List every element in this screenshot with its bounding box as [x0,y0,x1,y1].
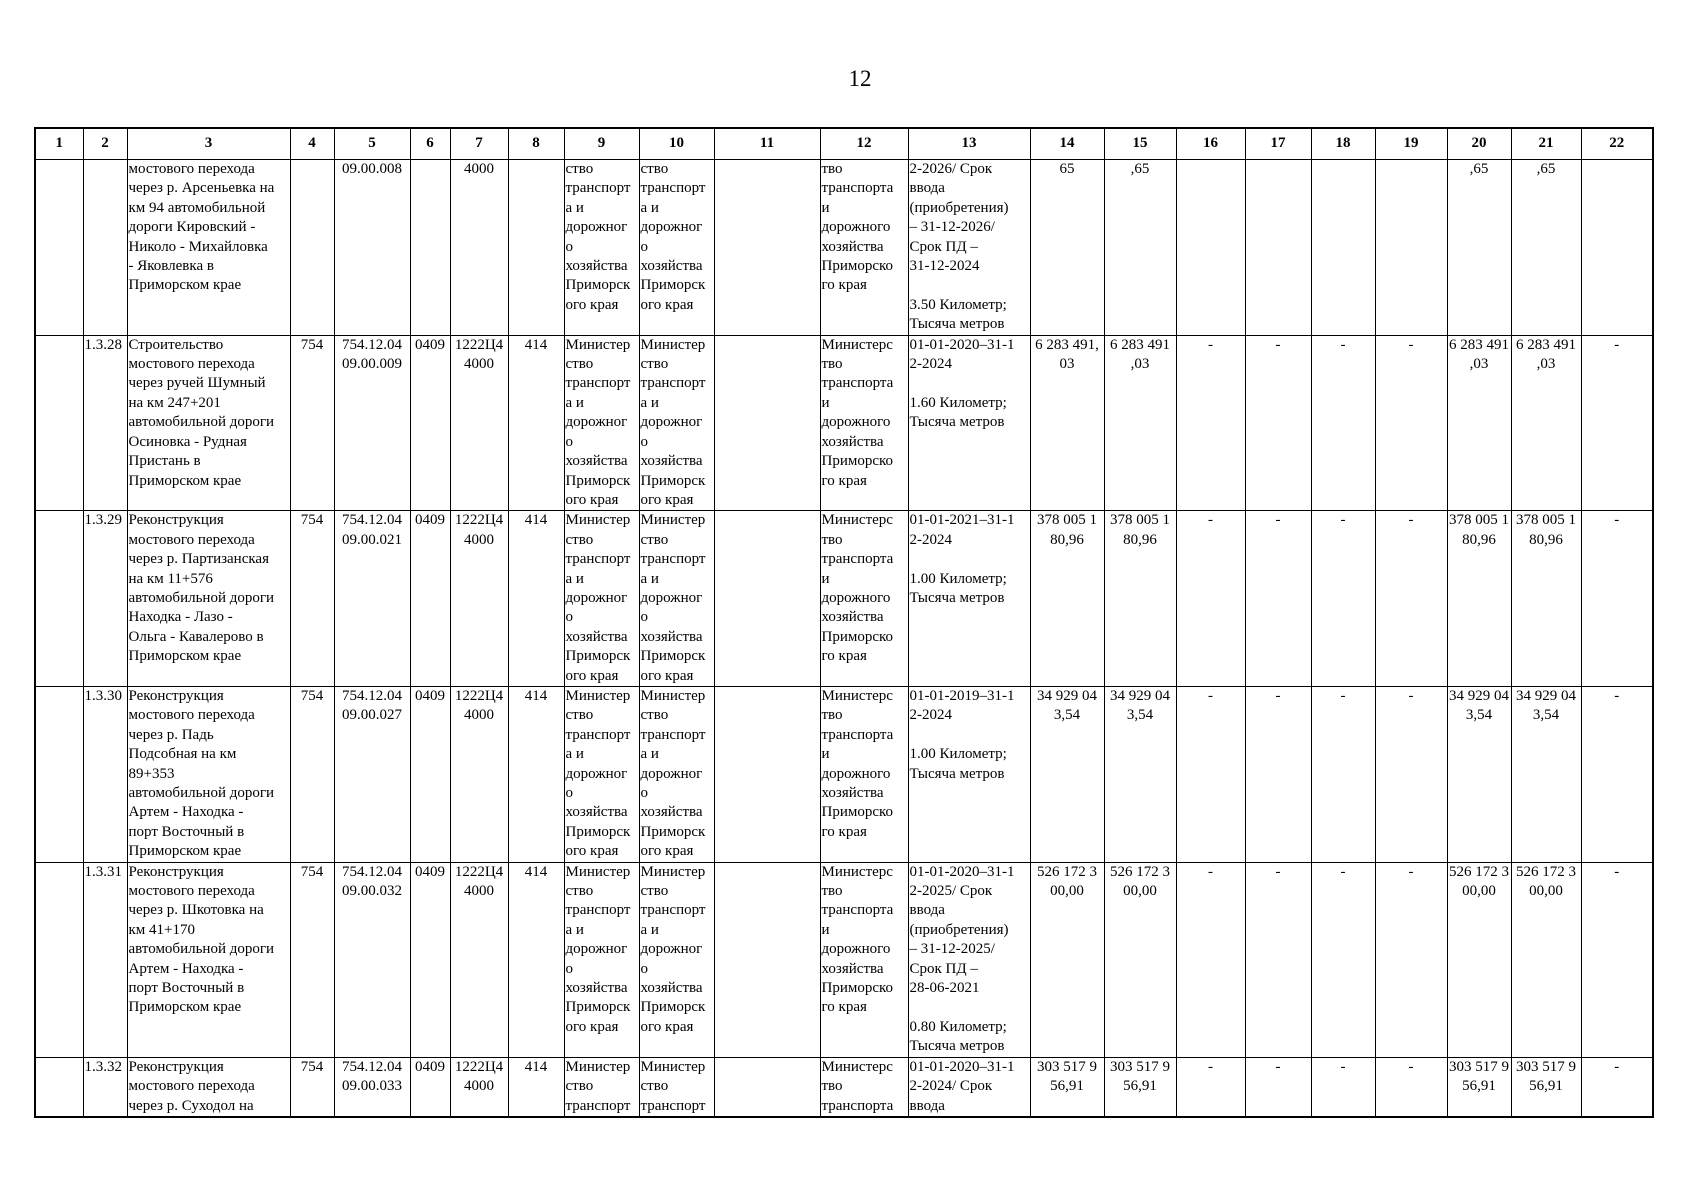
amount-cell: - [1375,686,1447,862]
amount-cell: 6 283 491 ,03 [1104,335,1176,511]
table-cell [714,160,820,336]
col-header: 20 [1447,128,1511,160]
amount-cell: 303 517 9 56,91 [1030,1057,1104,1117]
col-header: 2 [83,128,127,160]
amount-cell: 526 172 3 00,00 [1511,862,1581,1057]
customer-cell: Министер ство транспорт а и дорожног о хозяйства Приморск ого края [564,335,639,511]
row-number: 1.3.28 [83,335,127,511]
code-cell [290,160,334,336]
col-header: 18 [1311,128,1375,160]
amount-cell: - [1581,335,1653,511]
row-number: 1.3.29 [83,511,127,687]
period-cell: 01-01-2020–31-1 2-2025/ Срок ввода (приобретения) – 31-12-2025/ Срок ПД – 28-06-2021 0.80 Километр; Тысяча метров [908,862,1030,1057]
table-cell [714,862,820,1057]
amount-cell: 6 283 491, 03 [1030,335,1104,511]
code-cell: 754.12.04 09.00.027 [334,686,410,862]
table-cell [714,511,820,687]
table-cell [35,160,83,336]
developer-cell: Министер ство транспорт а и дорожног о хозяйства Приморск ого края [639,511,714,687]
col-header: 12 [820,128,908,160]
amount-cell: - [1311,686,1375,862]
table-cell [714,686,820,862]
amount-cell: ,65 [1104,160,1176,336]
code-cell: 414 [508,511,564,687]
amount-cell: 526 172 3 00,00 [1104,862,1176,1057]
period-cell: 01-01-2021–31-1 2-2024 1.00 Километр; Тысяча метров [908,511,1030,687]
code-cell: 1222Ц4 4000 [450,511,508,687]
col-header: 7 [450,128,508,160]
amount-cell: - [1311,511,1375,687]
table-row [35,511,1653,687]
customer-cell: Министер ство транспорт а и дорожног о хозяйства Приморск ого края [564,862,639,1057]
amount-cell: ,65 [1511,160,1581,336]
amount-cell: - [1176,862,1245,1057]
amount-cell: - [1176,511,1245,687]
amount-cell: - [1375,511,1447,687]
amount-cell: 303 517 9 56,91 [1447,1057,1511,1117]
amount-cell: 303 517 9 56,91 [1511,1057,1581,1117]
code-cell: 754.12.04 09.00.032 [334,862,410,1057]
table-row [35,686,1653,862]
code-cell: 0409 [410,511,450,687]
col-header: 11 [714,128,820,160]
amount-cell: - [1581,1057,1653,1117]
amount-cell: - [1311,335,1375,511]
amount-cell: 34 929 04 3,54 [1447,686,1511,862]
table-cell [714,335,820,511]
row-number: 1.3.31 [83,862,127,1057]
col-header: 19 [1375,128,1447,160]
header-row [35,128,1653,160]
developer-cell: Министер ство транспорт [639,1057,714,1117]
col-header: 10 [639,128,714,160]
code-cell: 1222Ц4 4000 [450,686,508,862]
amount-cell: - [1245,686,1311,862]
object-name: Реконструкция мостового перехода через р. Партизанская на км 11+576 автомобильной дороги Находка - Лазо - Ольга - Кавалерово в Приморском крае [127,511,290,687]
table-cell [35,1057,83,1117]
code-cell: 754.12.04 09.00.009 [334,335,410,511]
amount-cell [1311,160,1375,336]
col-header: 8 [508,128,564,160]
code-cell: 1222Ц4 4000 [450,1057,508,1117]
ministry-cell: Министерс тво транспорта и дорожного хозяйства Приморско го края [820,686,908,862]
col-header: 22 [1581,128,1653,160]
col-header: 1 [35,128,83,160]
amount-cell: 378 005 1 80,96 [1030,511,1104,687]
code-cell: 754 [290,862,334,1057]
code-cell: 4000 [450,160,508,336]
amount-cell: 378 005 1 80,96 [1447,511,1511,687]
table-cell [35,862,83,1057]
amount-cell: - [1311,1057,1375,1117]
amount-cell: - [1176,335,1245,511]
col-header: 17 [1245,128,1311,160]
code-cell: 754.12.04 09.00.033 [334,1057,410,1117]
col-header: 6 [410,128,450,160]
row-number [83,160,127,336]
table-cell [714,1057,820,1117]
amount-cell: - [1176,1057,1245,1117]
code-cell: 754 [290,1057,334,1117]
amount-cell [1581,160,1653,336]
page-number: 12 [848,66,872,91]
period-cell: 01-01-2019–31-1 2-2024 1.00 Километр; Тысяча метров [908,686,1030,862]
amount-cell: 65 [1030,160,1104,336]
amount-cell: - [1245,511,1311,687]
col-header: 15 [1104,128,1176,160]
developer-cell: ство транспорт а и дорожног о хозяйства Приморск ого края [639,160,714,336]
register-table [34,127,1654,1118]
col-header: 21 [1511,128,1581,160]
customer-cell: Министер ство транспорт а и дорожног о хозяйства Приморск ого края [564,686,639,862]
code-cell: 0409 [410,862,450,1057]
table-row [35,160,1653,336]
amount-cell: 378 005 1 80,96 [1511,511,1581,687]
col-header: 14 [1030,128,1104,160]
ministry-cell: Министерс тво транспорта и дорожного хозяйства Приморско го края [820,335,908,511]
code-cell: 414 [508,686,564,862]
code-cell: 414 [508,335,564,511]
table-row [35,862,1653,1057]
code-cell: 754 [290,511,334,687]
ministry-cell: Министерс тво транспорта и дорожного хозяйства Приморско го края [820,511,908,687]
period-cell: 01-01-2020–31-1 2-2024 1.60 Километр; Тысяча метров [908,335,1030,511]
developer-cell: Министер ство транспорт а и дорожног о хозяйства Приморск ого края [639,862,714,1057]
ministry-cell: тво транспорта и дорожного хозяйства Приморско го края [820,160,908,336]
code-cell: 754 [290,335,334,511]
ministry-cell: Министерс тво транспорта [820,1057,908,1117]
amount-cell: - [1581,511,1653,687]
customer-cell: Министер ство транспорт а и дорожног о хозяйства Приморск ого края [564,511,639,687]
amount-cell: - [1245,335,1311,511]
object-name: Строительство мостового перехода через ручей Шумный на км 247+201 автомобильной дороги Осиновка - Рудная Пристань в Приморском крае [127,335,290,511]
code-cell: 414 [508,862,564,1057]
amount-cell: 526 172 3 00,00 [1030,862,1104,1057]
code-cell [410,160,450,336]
code-cell: 754 [290,686,334,862]
table-row [35,335,1653,511]
code-cell: 1222Ц4 4000 [450,862,508,1057]
object-name: мостового перехода через р. Арсеньевка на км 94 автомобильной дороги Кировский - Николо - Михайловка - Яковлевка в Приморском крае [127,160,290,336]
amount-cell: 34 929 04 3,54 [1511,686,1581,862]
code-cell: 414 [508,1057,564,1117]
amount-cell: 34 929 04 3,54 [1030,686,1104,862]
table-cell [35,686,83,862]
object-name: Реконструкция мостового перехода через р. Шкотовка на км 41+170 автомобильной дороги Артем - Находка - порт Восточный в Приморском крае [127,862,290,1057]
code-cell [508,160,564,336]
amount-cell: - [1311,862,1375,1057]
table-row [35,1057,1653,1117]
table-cell [35,335,83,511]
amount-cell [1176,160,1245,336]
col-header: 4 [290,128,334,160]
code-cell: 09.00.008 [334,160,410,336]
row-number: 1.3.32 [83,1057,127,1117]
ministry-cell: Министерс тво транспорта и дорожного хозяйства Приморско го края [820,862,908,1057]
object-name: Реконструкция мостового перехода через р. Падь Подсобная на км 89+353 автомобильной дороги Артем - Находка - порт Восточный в Приморском крае [127,686,290,862]
amount-cell: 526 172 3 00,00 [1447,862,1511,1057]
code-cell: 754.12.04 09.00.021 [334,511,410,687]
col-header: 13 [908,128,1030,160]
customer-cell: Министер ство транспорт [564,1057,639,1117]
amount-cell: 6 283 491 ,03 [1511,335,1581,511]
developer-cell: Министер ство транспорт а и дорожног о хозяйства Приморск ого края [639,335,714,511]
amount-cell: - [1581,686,1653,862]
amount-cell: - [1245,1057,1311,1117]
amount-cell: - [1375,335,1447,511]
amount-cell: - [1375,1057,1447,1117]
period-cell: 01-01-2020–31-1 2-2024/ Срок ввода [908,1057,1030,1117]
object-name: Реконструкция мостового перехода через р. Суходол на [127,1057,290,1117]
table-cell [35,511,83,687]
amount-cell: ,65 [1447,160,1511,336]
row-number: 1.3.30 [83,686,127,862]
amount-cell [1245,160,1311,336]
col-header: 16 [1176,128,1245,160]
amount-cell: 34 929 04 3,54 [1104,686,1176,862]
amount-cell: - [1375,862,1447,1057]
amount-cell: - [1581,862,1653,1057]
amount-cell: - [1245,862,1311,1057]
col-header: 9 [564,128,639,160]
code-cell: 0409 [410,686,450,862]
code-cell: 1222Ц4 4000 [450,335,508,511]
customer-cell: ство транспорт а и дорожног о хозяйства Приморск ого края [564,160,639,336]
amount-cell: 6 283 491 ,03 [1447,335,1511,511]
developer-cell: Министер ство транспорт а и дорожног о хозяйства Приморск ого края [639,686,714,862]
amount-cell: 378 005 1 80,96 [1104,511,1176,687]
amount-cell [1375,160,1447,336]
col-header: 3 [127,128,290,160]
amount-cell: - [1176,686,1245,862]
period-cell: 2-2026/ Срок ввода (приобретения) – 31-12-2026/ Срок ПД – 31-12-2024 3.50 Километр; Тысяча метров [908,160,1030,336]
code-cell: 0409 [410,1057,450,1117]
col-header: 5 [334,128,410,160]
code-cell: 0409 [410,335,450,511]
amount-cell: 303 517 9 56,91 [1104,1057,1176,1117]
